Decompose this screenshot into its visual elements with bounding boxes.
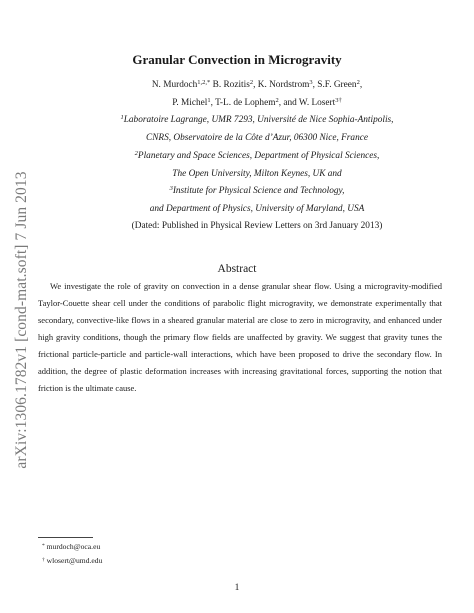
author-line-1 — [60, 80, 454, 90]
author-marker: 3† — [335, 97, 342, 104]
dated-line: (Dated: Published in Physical Review Letters on 3rd January 2013) — [131, 221, 383, 231]
author-name: , S.F. Green — [312, 80, 357, 90]
author-separator: , — [359, 80, 363, 90]
author-name: N. Murdoch — [151, 80, 198, 90]
affiliation-1-line-2: CNRS, Observatoire de la Côte d’Azur, 06300 Nice, France — [146, 133, 368, 143]
footnote-2 — [42, 556, 102, 565]
author-marker: 2 — [275, 97, 279, 104]
author-name: , T-L. de Lophem — [210, 98, 276, 108]
affiliation-text: Institute for Physical Science and Technology, — [172, 186, 345, 196]
abstract-heading: Abstract — [217, 263, 257, 275]
affiliation-3-line-1 — [60, 186, 454, 196]
author-marker: 1 — [207, 97, 211, 104]
footnote-marker: † — [42, 557, 45, 563]
footnote-email: wlosert@umd.edu — [44, 556, 103, 565]
author-name: B. Rozitis — [210, 80, 250, 90]
page-number: 1 — [234, 583, 240, 593]
author-marker: 2 — [249, 79, 254, 86]
affiliation-text: Planetary and Space Sciences, Department of Physical Sciences, — [137, 151, 380, 161]
affiliation-marker: 3 — [169, 185, 173, 192]
author-name: , and W. Losert — [278, 98, 336, 108]
paper-title: Granular Convection in Microgravity — [132, 52, 342, 67]
abstract-body: We investigate the role of gravity on convection in a dense granular shear flow. Using a microgravity-modified Taylor-Couette shear cell under the conditions of parabolic flight microgravity, we demonstrate experimentally that secondary, convective-like flows in a sheared granular material are close to zero in microgravity, and enhanced under high gravity conditions, though the primary flow fields are unaffected by gravity. We suggest that gravity tunes the frictional particle-particle and particle-wall interactions, which have been proposed to drive the secondary flow. In addition, the degree of plastic deformation increases with increasing gravitational forces, supporting the notion that friction is the ultimate cause. — [38, 281, 442, 393]
author-marker: 1,2,* — [197, 79, 211, 86]
affiliation-text: Laboratoire Lagrange, UMR 7293, Université de Nice Sophia-Antipolis, — [123, 115, 394, 125]
author-marker: 3 — [309, 79, 313, 86]
arxiv-identifier: arXiv:1306.1782v1 [cond-mat.soft] 7 Jun 2013 — [13, 171, 30, 469]
author-marker: 2 — [356, 79, 360, 86]
footnote-divider — [38, 537, 93, 538]
author-name: , K. Nordstrom — [253, 80, 310, 90]
author-name: P. Michel — [172, 98, 208, 108]
footnote-email: murdoch@oca.eu — [44, 542, 101, 551]
footnote-marker: * — [42, 543, 45, 549]
arxiv-stamp — [11, 155, 33, 485]
affiliation-2-line-1 — [60, 151, 454, 161]
affiliation-marker: 2 — [134, 150, 138, 157]
affiliation-2-line-2: The Open University, Milton Keynes, UK and — [172, 169, 342, 179]
footnote-1 — [42, 542, 100, 551]
affiliation-marker: 1 — [120, 114, 124, 121]
affiliation-3-line-2: and Department of Physics, University of Maryland, USA — [149, 204, 365, 214]
affiliation-1-line-1 — [60, 115, 454, 125]
author-line-2 — [60, 98, 454, 108]
